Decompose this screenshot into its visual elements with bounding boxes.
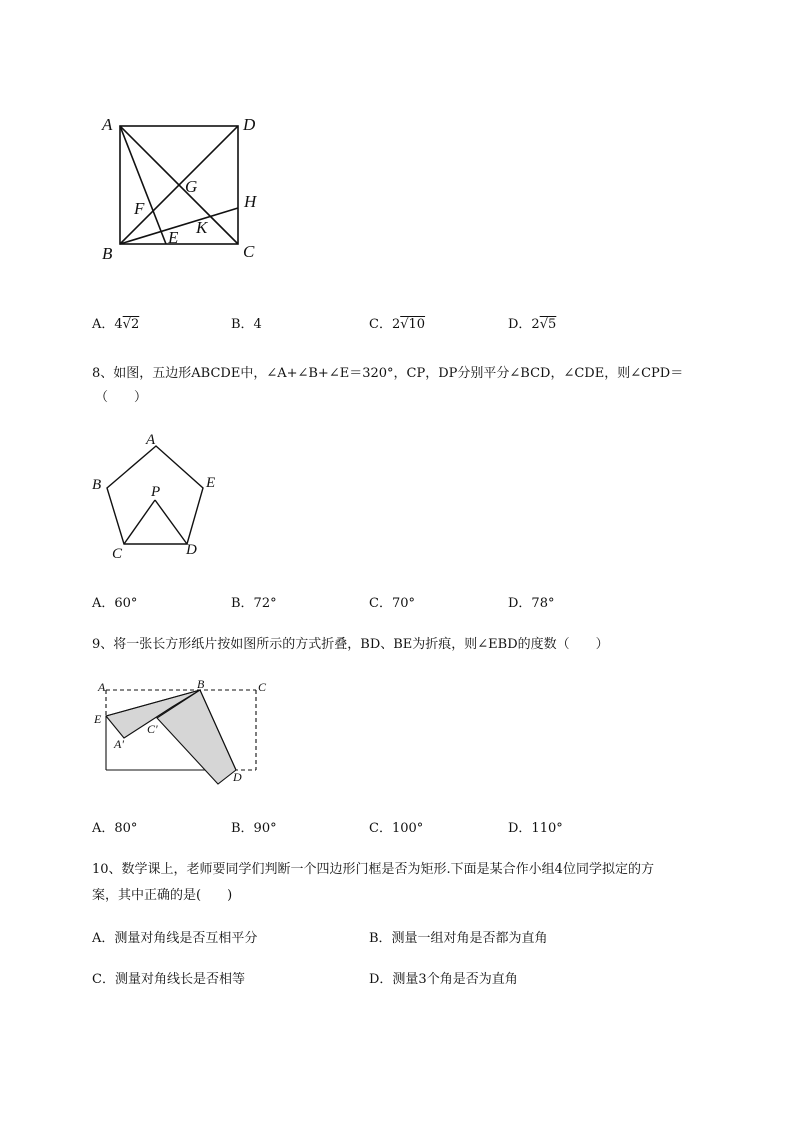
q9-label-c-prime: C': [147, 722, 158, 736]
q9-label-e: E: [94, 712, 102, 726]
q7-label-c: C: [243, 242, 255, 261]
q9-label-a-prime: A': [114, 737, 124, 751]
q8-label-b: B: [92, 477, 102, 493]
q10-option-d[interactable]: D．测量3个角是否为直角: [369, 972, 518, 987]
q7-label-a: A: [102, 115, 113, 134]
q8-label-c: C: [112, 546, 123, 562]
q7-option-a-radical: √2: [122, 317, 140, 332]
q9-figure: [88, 674, 278, 794]
q7-option-d[interactable]: D．2√5: [508, 317, 557, 332]
q8-option-d[interactable]: D．78°: [508, 596, 555, 611]
q8-label-a: A: [146, 432, 156, 448]
q9-option-d[interactable]: D．110°: [508, 821, 563, 836]
q7-option-d-radical: √5: [539, 317, 557, 332]
q7-label-h: H: [244, 192, 257, 211]
q9-option-b[interactable]: B．90°: [231, 821, 277, 836]
q8-label-d: D: [186, 542, 197, 558]
q7-label-e: E: [168, 228, 179, 247]
q7-label-d: D: [243, 115, 256, 134]
q9-label-b: B: [197, 677, 205, 691]
q8-option-b[interactable]: B．72°: [231, 596, 277, 611]
q9-label-d: D: [233, 770, 242, 784]
q8-text-line2: （ ）: [95, 390, 148, 405]
q9-option-a[interactable]: A．80°: [92, 821, 138, 836]
q7-label-k: K: [196, 218, 208, 237]
q10-option-c[interactable]: C．测量对角线长是否相等: [92, 972, 245, 987]
q10-option-b[interactable]: B．测量一组对角是否都为直角: [369, 931, 548, 946]
q7-label-g: G: [185, 177, 198, 196]
q10-option-a[interactable]: A．测量对角线是否互相平分: [92, 931, 258, 946]
q8-figure: [88, 428, 228, 568]
q9-option-c[interactable]: C．100°: [369, 821, 424, 836]
q7-option-c[interactable]: C．2√10: [369, 317, 426, 332]
q8-label-e: E: [206, 475, 216, 491]
q7-label-f: F: [134, 199, 145, 218]
q7-option-b[interactable]: B．4: [231, 317, 262, 332]
q8-option-c[interactable]: C．70°: [369, 596, 415, 611]
q8-label-p: P: [151, 484, 161, 500]
q10-text-line1: 10、数学课上，老师要同学们判断一个四边形门框是否为矩形.下面是某合作小组4位同学拟定的方: [92, 862, 654, 877]
q7-segment-ae: [120, 126, 166, 244]
q8-segment-cp: [124, 500, 155, 544]
q9-label-a: A: [98, 680, 106, 694]
q10-text-line2: 案，其中正确的是( ): [92, 888, 233, 903]
q9-text-line1: 9、将一张长方形纸片按如图所示的方式折叠，BD、BE为折痕，则∠EBD的度数（ ）: [92, 637, 609, 652]
q8-segment-dp: [155, 500, 187, 544]
q7-option-a[interactable]: A．4√2: [92, 317, 140, 332]
q8-option-a[interactable]: A．60°: [92, 596, 138, 611]
q9-label-c: C: [258, 680, 267, 694]
q8-text-line1: 8、如图，五边形ABCDE中，∠A+∠B+∠E＝320°，CP，DP分别平分∠BCD，∠CDE，则∠CPD＝: [92, 366, 684, 381]
q7-option-c-radical: √10: [400, 317, 426, 332]
q7-figure: [96, 108, 276, 268]
q7-label-b: B: [102, 244, 113, 263]
